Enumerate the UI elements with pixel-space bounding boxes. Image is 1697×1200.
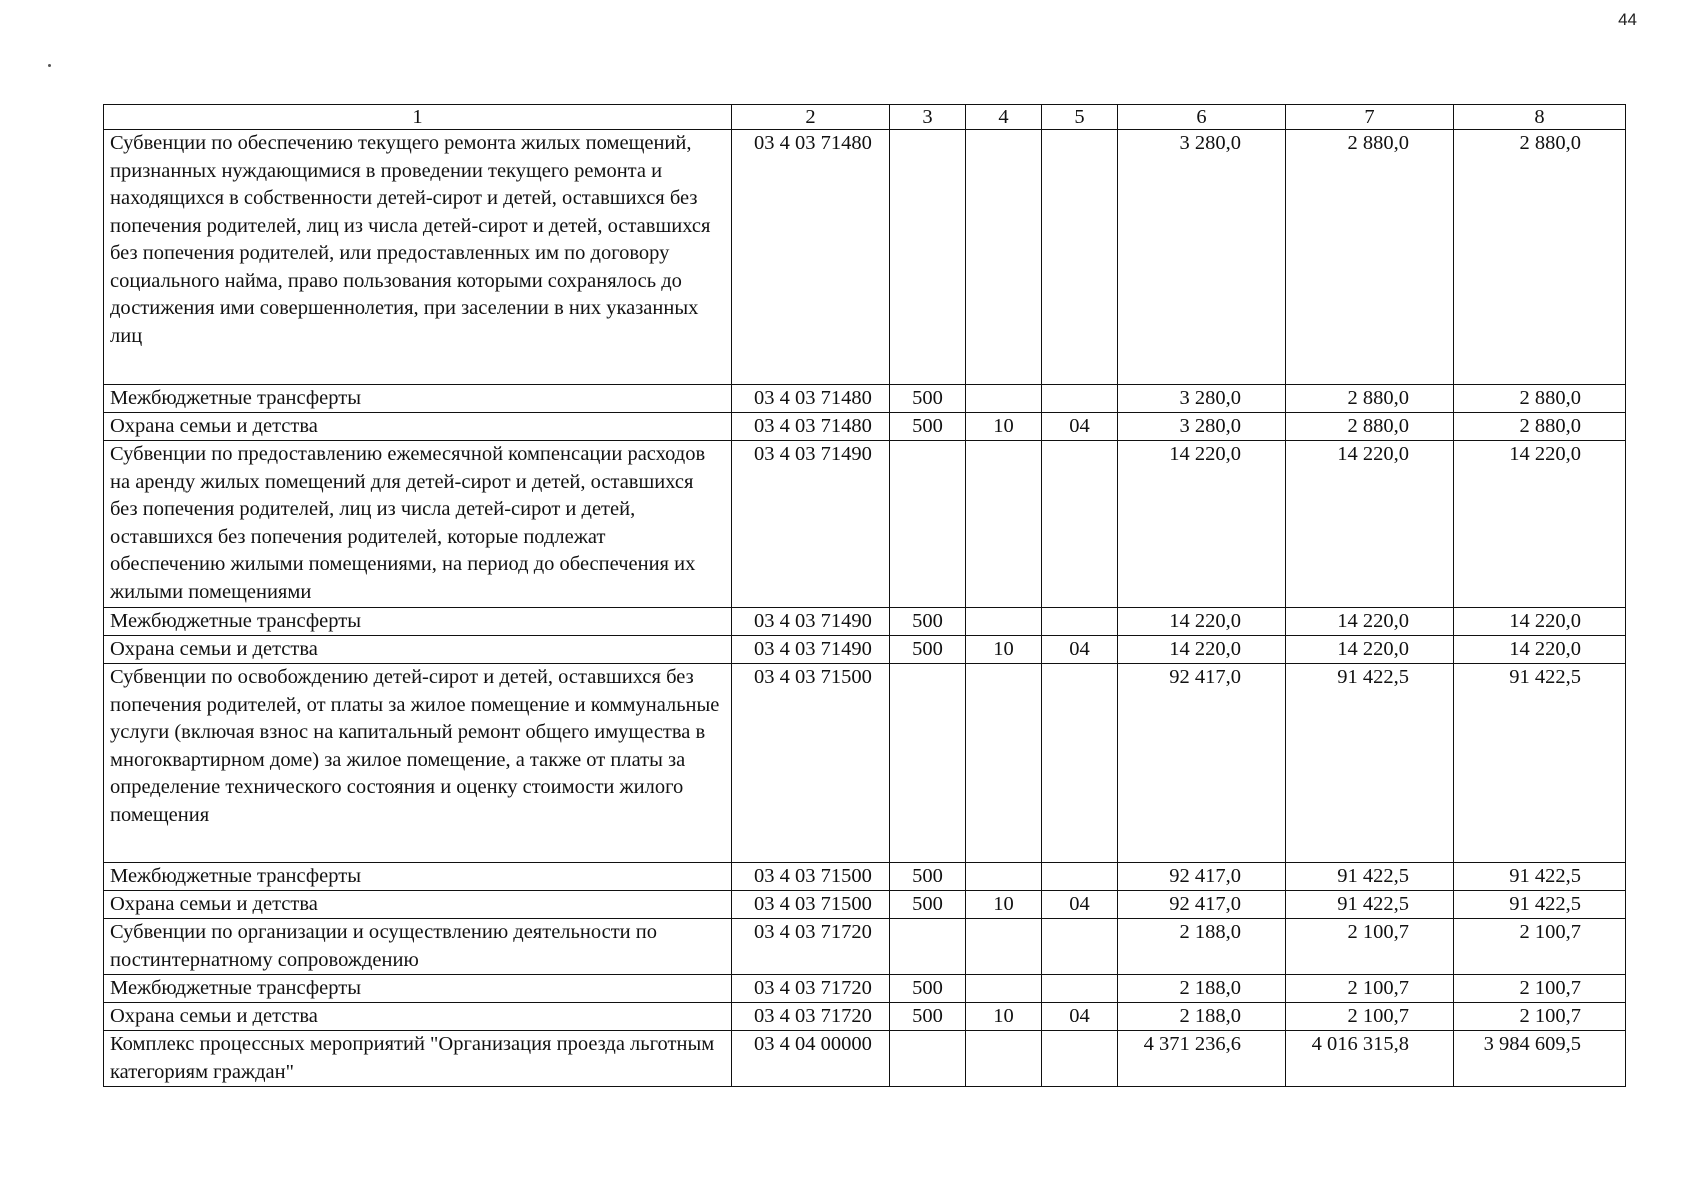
item-name: Субвенции по обеспечению текущего ремонта жилых помещений, признанных нуждающимися в проведении текущего ремонта и находящихся в собственности детей-сирот и детей, оставшихся без попечения родителей, лиц из числа детей-сирот и детей, оставшихся без попечения родителей, или предоставленных им по договору социального найма, право пользования которыми сохранялось до достижения ими совершеннолетия, при заселении в них указанных лиц bbox=[104, 130, 732, 385]
section-code bbox=[966, 1031, 1042, 1087]
amount-col7: 2 880,0 bbox=[1286, 130, 1454, 385]
table-row bbox=[104, 919, 1626, 975]
amount-col6: 92 417,0 bbox=[1118, 664, 1286, 863]
section-code: 10 bbox=[966, 413, 1042, 441]
target-code: 03 4 03 71490 bbox=[732, 636, 890, 664]
amount-col6: 3 280,0 bbox=[1118, 385, 1286, 413]
item-name: Субвенции по освобождению детей-сирот и детей, оставшихся без попечения родителей, от платы за жилое помещение и коммунальные услуги (включая взнос на капитальный ремонт общего имущества в многоквартирном доме) за жилое помещение, а также от платы за определение технического состояния и оценку стоимости жилого помещения bbox=[104, 664, 732, 863]
header-cell: 1 bbox=[104, 105, 732, 130]
expense-type: 500 bbox=[890, 608, 966, 636]
subsection-code bbox=[1042, 385, 1118, 413]
table-row bbox=[104, 1031, 1626, 1087]
target-code: 03 4 03 71720 bbox=[732, 975, 890, 1003]
subsection-code bbox=[1042, 975, 1118, 1003]
table-row bbox=[104, 975, 1626, 1003]
amount-col6: 2 188,0 bbox=[1118, 975, 1286, 1003]
table-row bbox=[104, 130, 1626, 385]
expense-type: 500 bbox=[890, 891, 966, 919]
amount-col7: 14 220,0 bbox=[1286, 608, 1454, 636]
subsection-code bbox=[1042, 664, 1118, 863]
header-cell: 8 bbox=[1454, 105, 1626, 130]
expense-type: 500 bbox=[890, 636, 966, 664]
amount-col7: 91 422,5 bbox=[1286, 664, 1454, 863]
item-name: Охрана семьи и детства bbox=[104, 636, 732, 664]
amount-col7: 2 880,0 bbox=[1286, 385, 1454, 413]
expense-type: 500 bbox=[890, 385, 966, 413]
expense-type bbox=[890, 130, 966, 385]
amount-col8: 14 220,0 bbox=[1454, 608, 1626, 636]
amount-col6: 92 417,0 bbox=[1118, 891, 1286, 919]
header-cell: 5 bbox=[1042, 105, 1118, 130]
amount-col6: 3 280,0 bbox=[1118, 413, 1286, 441]
subsection-code bbox=[1042, 863, 1118, 891]
subsection-code: 04 bbox=[1042, 891, 1118, 919]
amount-col7: 91 422,5 bbox=[1286, 863, 1454, 891]
target-code: 03 4 03 71720 bbox=[732, 1003, 890, 1031]
amount-col6: 14 220,0 bbox=[1118, 441, 1286, 608]
expense-type: 500 bbox=[890, 975, 966, 1003]
amount-col8: 91 422,5 bbox=[1454, 863, 1626, 891]
amount-col7: 4 016 315,8 bbox=[1286, 1031, 1454, 1087]
section-code bbox=[966, 863, 1042, 891]
header-cell: 7 bbox=[1286, 105, 1454, 130]
target-code: 03 4 03 71480 bbox=[732, 413, 890, 441]
target-code: 03 4 03 71490 bbox=[732, 608, 890, 636]
table-row bbox=[104, 664, 1626, 863]
expense-type: 500 bbox=[890, 1003, 966, 1031]
section-code bbox=[966, 385, 1042, 413]
target-code: 03 4 03 71500 bbox=[732, 863, 890, 891]
table-row bbox=[104, 441, 1626, 608]
amount-col8: 3 984 609,5 bbox=[1454, 1031, 1626, 1087]
table-row bbox=[104, 636, 1626, 664]
item-name: Охрана семьи и детства bbox=[104, 1003, 732, 1031]
amount-col7: 2 100,7 bbox=[1286, 919, 1454, 975]
header-cell: 2 bbox=[732, 105, 890, 130]
amount-col8: 91 422,5 bbox=[1454, 891, 1626, 919]
expense-type bbox=[890, 664, 966, 863]
table-row bbox=[104, 1003, 1626, 1031]
item-name: Межбюджетные трансферты bbox=[104, 863, 732, 891]
subsection-code: 04 bbox=[1042, 636, 1118, 664]
page-number: 44 bbox=[1618, 10, 1637, 29]
subsection-code bbox=[1042, 1031, 1118, 1087]
header-cell: 6 bbox=[1118, 105, 1286, 130]
section-code bbox=[966, 919, 1042, 975]
expense-type: 500 bbox=[890, 863, 966, 891]
amount-col6: 2 188,0 bbox=[1118, 919, 1286, 975]
target-code: 03 4 03 71500 bbox=[732, 891, 890, 919]
budget-table bbox=[103, 104, 1626, 1087]
amount-col6: 92 417,0 bbox=[1118, 863, 1286, 891]
amount-col7: 2 100,7 bbox=[1286, 1003, 1454, 1031]
section-code bbox=[966, 130, 1042, 385]
target-code: 03 4 03 71490 bbox=[732, 441, 890, 608]
subsection-code bbox=[1042, 608, 1118, 636]
header-cell: 3 bbox=[890, 105, 966, 130]
section-code: 10 bbox=[966, 636, 1042, 664]
subsection-code: 04 bbox=[1042, 1003, 1118, 1031]
item-name: Субвенции по организации и осуществлению деятельности по постинтернатному сопровождению bbox=[104, 919, 732, 975]
amount-col8: 2 880,0 bbox=[1454, 413, 1626, 441]
table-row bbox=[104, 608, 1626, 636]
expense-type bbox=[890, 441, 966, 608]
amount-col8: 14 220,0 bbox=[1454, 441, 1626, 608]
header-cell: 4 bbox=[966, 105, 1042, 130]
section-code bbox=[966, 975, 1042, 1003]
table-row bbox=[104, 385, 1626, 413]
table-row bbox=[104, 891, 1626, 919]
item-name: Межбюджетные трансферты bbox=[104, 608, 732, 636]
item-name: Межбюджетные трансферты bbox=[104, 385, 732, 413]
table-row bbox=[104, 863, 1626, 891]
amount-col8: 91 422,5 bbox=[1454, 664, 1626, 863]
amount-col8: 2 100,7 bbox=[1454, 1003, 1626, 1031]
amount-col8: 2 100,7 bbox=[1454, 975, 1626, 1003]
item-name: Охрана семьи и детства bbox=[104, 891, 732, 919]
scan-artifact-dot bbox=[48, 64, 51, 67]
amount-col7: 14 220,0 bbox=[1286, 441, 1454, 608]
amount-col7: 2 880,0 bbox=[1286, 413, 1454, 441]
amount-col6: 14 220,0 bbox=[1118, 636, 1286, 664]
amount-col8: 2 880,0 bbox=[1454, 130, 1626, 385]
section-code: 10 bbox=[966, 1003, 1042, 1031]
table-header-row bbox=[104, 105, 1626, 130]
item-name: Межбюджетные трансферты bbox=[104, 975, 732, 1003]
expense-type: 500 bbox=[890, 413, 966, 441]
amount-col6: 4 371 236,6 bbox=[1118, 1031, 1286, 1087]
target-code: 03 4 03 71480 bbox=[732, 385, 890, 413]
subsection-code bbox=[1042, 919, 1118, 975]
expense-type bbox=[890, 1031, 966, 1087]
amount-col6: 14 220,0 bbox=[1118, 608, 1286, 636]
subsection-code: 04 bbox=[1042, 413, 1118, 441]
target-code: 03 4 04 00000 bbox=[732, 1031, 890, 1087]
target-code: 03 4 03 71720 bbox=[732, 919, 890, 975]
amount-col7: 14 220,0 bbox=[1286, 636, 1454, 664]
amount-col7: 91 422,5 bbox=[1286, 891, 1454, 919]
section-code: 10 bbox=[966, 891, 1042, 919]
section-code bbox=[966, 608, 1042, 636]
section-code bbox=[966, 441, 1042, 608]
item-name: Охрана семьи и детства bbox=[104, 413, 732, 441]
target-code: 03 4 03 71480 bbox=[732, 130, 890, 385]
amount-col8: 2 100,7 bbox=[1454, 919, 1626, 975]
item-name: Комплекс процессных мероприятий "Организация проезда льготным категориям граждан" bbox=[104, 1031, 732, 1087]
amount-col8: 2 880,0 bbox=[1454, 385, 1626, 413]
amount-col8: 14 220,0 bbox=[1454, 636, 1626, 664]
amount-col7: 2 100,7 bbox=[1286, 975, 1454, 1003]
target-code: 03 4 03 71500 bbox=[732, 664, 890, 863]
expense-type bbox=[890, 919, 966, 975]
amount-col6: 3 280,0 bbox=[1118, 130, 1286, 385]
amount-col6: 2 188,0 bbox=[1118, 1003, 1286, 1031]
table-row bbox=[104, 413, 1626, 441]
item-name: Субвенции по предоставлению ежемесячной компенсации расходов на аренду жилых помещений для детей-сирот и детей, оставшихся без попечения родителей, лиц из числа детей-сирот и детей, оставшихся без попечения родителей, которые подлежат обеспечению жилыми помещениями, на период до обеспечения их жилыми помещениями bbox=[104, 441, 732, 608]
section-code bbox=[966, 664, 1042, 863]
subsection-code bbox=[1042, 130, 1118, 385]
subsection-code bbox=[1042, 441, 1118, 608]
